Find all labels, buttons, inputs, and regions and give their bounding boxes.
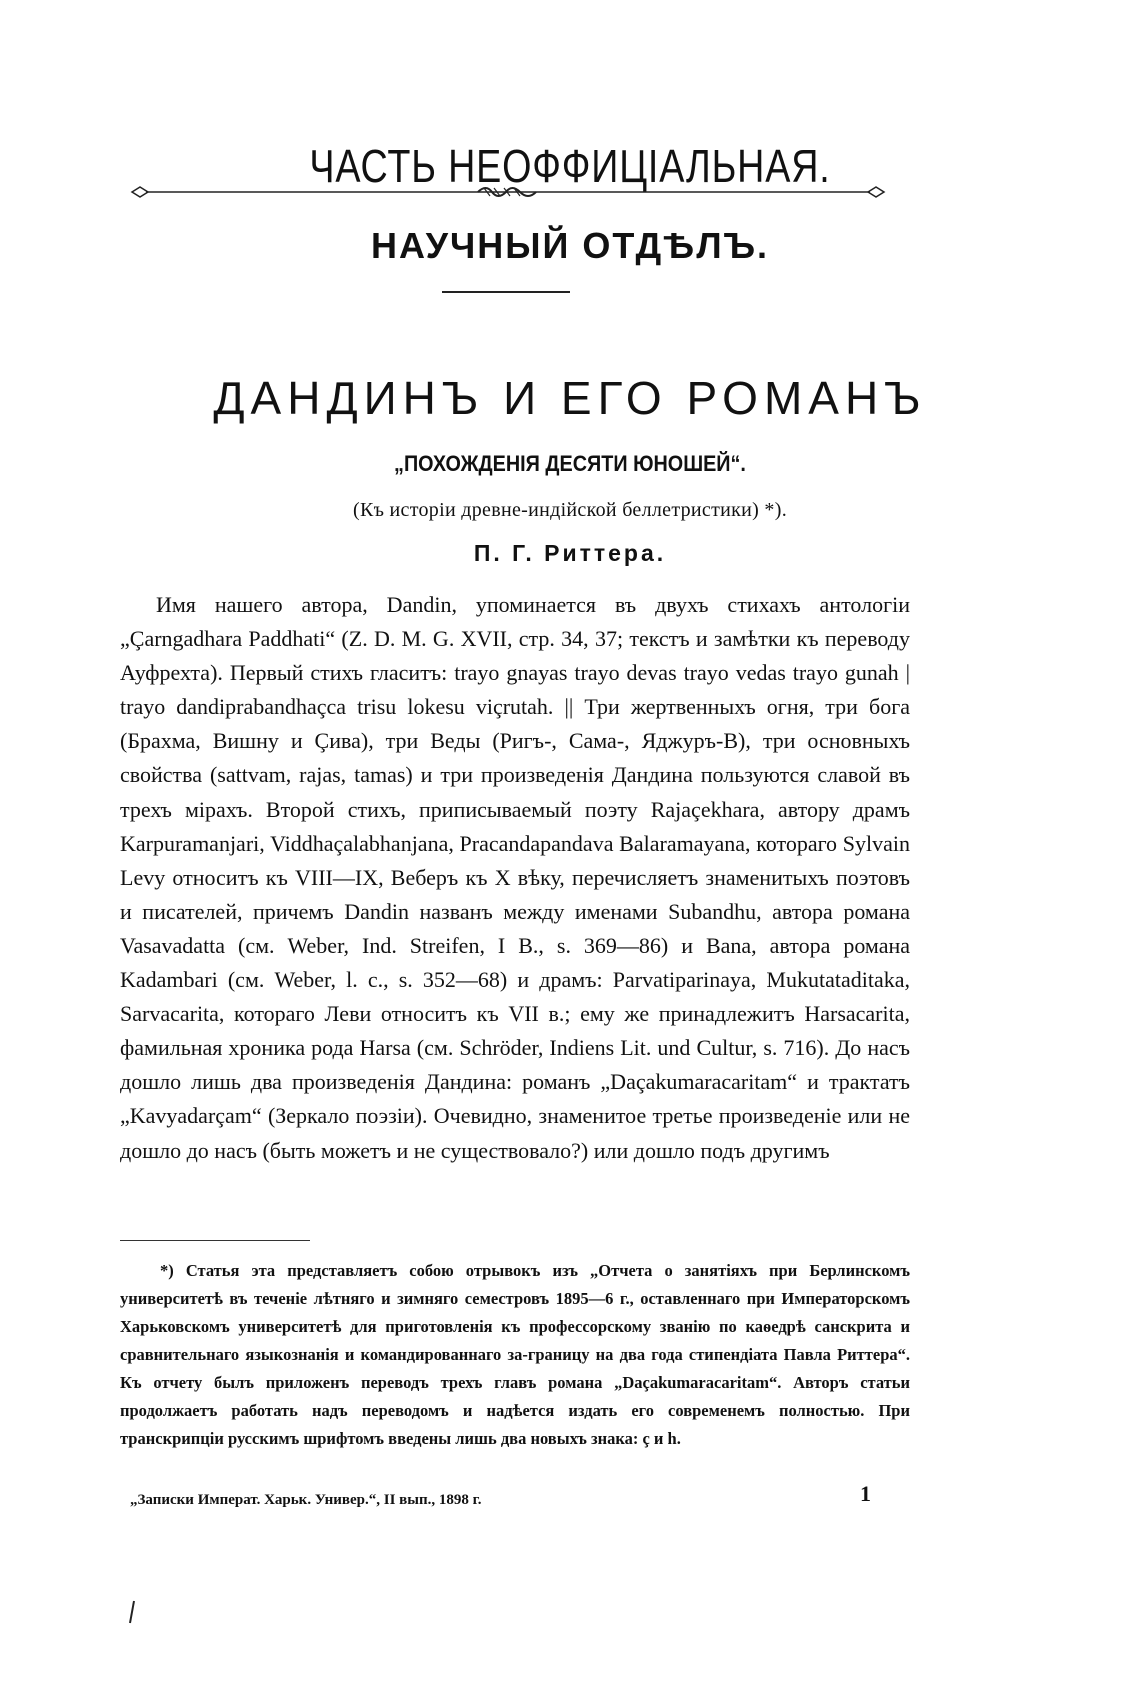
footnote-divider [120,1240,310,1241]
journal-reference: „Записки Императ. Харьк. Универ.“, II вып., 1898 г. [130,1492,482,1508]
article-author: П. Г. Риттера. [473,540,667,566]
page-footer [120,1481,910,1512]
section-title: НАУЧНЫЙ ОТДѢЛЪ. [370,225,770,266]
section-divider [442,291,570,293]
footnote: *) Статья эта представляетъ собою отрывокъ изъ „Отчета о занятіяхъ при Берлинскомъ университетѣ въ теченіе лѣтняго и зимняго семестровъ 1895—6 г., оставленнаго при Императорскомъ Харьковскомъ университетѣ для приготовленія къ профессорскому званію по каѳедрѣ санскрита и сравнительнаго языкознанія и командированнаго за-границу на два года стипендіата Павла Риттера“. Къ отчету былъ приложенъ переводъ трехъ главъ романа „Daçakumaracaritam“. Авторъ статьи продолжаетъ работать надъ переводомъ и надѣется издать его современемъ полностью. При транскрипціи русскимъ шрифтомъ введены лишь два новыхъ знака: ç и h. [120,1261,910,1448]
article-note: (Къ исторіи древне-индійской беллетристики) *). [353,499,787,521]
part-title: ЧАСТЬ НЕОФФИЦІАЛЬНАЯ. [309,140,831,192]
page-number: 1 [860,1481,871,1506]
scan-mark [128,1600,136,1624]
article-title: ДАНДИНЪ И ЕГО РОМАНЪ [213,372,927,424]
article-subtitle: „ПОХОЖДЕНІЯ ДЕСЯТИ ЮНОШЕЙ“. [394,451,746,476]
ornament-rule [128,182,888,202]
body-paragraph: Имя нашего автора, Dandin, упоминается въ двухъ стихахъ антологіи „Çarngadhara Paddhati“ (Z. D. M. G. XVII, стр. 34, 37; текстъ и замѣтки къ переводу Ауфрехта). Первый стихъ гласитъ: trayo gnayas trayo devas trayo vedas trayo gunah | trayo dandiprabandhaçca trisu lokesu viçrutah. || Три жертвенныхъ огня, три бога (Брахма, Вишну и Çива), три Веды (Ригъ-, Сама-, Яджуръ-В), три основныхъ свойства (sattvam, rajas, tamas) и три произведенія Дандина пользуются славой въ трехъ мірахъ. Второй стихъ, приписываемый поэту Rajaçekhara, автору драмъ Karpuramanjari, Viddhaçalabhanjana, Pracandapandava Balaramayana, котораго Sylvain Levy относитъ къ VIII—IX, Веберъ къ X вѣку, перечисляетъ знаменитыхъ поэтовъ и писателей, причемъ Dandin названъ между именами Subandhu, автора романа Vasavadatta (см. Weber, Ind. Streifen, I B., s. 369—86) и Bana, автора романа Kadambari (см. Weber, l. c., s. 352—68) и драмъ: Parvatiparinaya, Mukutataditaka, Sarvacarita, котораго Леви относитъ къ VII в.; ему же принадлежитъ Harsacarita, фамильная хроника рода Harsa (см. Schröder, Indiens Lit. und Cultur, s. 716). До насъ дошло лишь два произведенія Дандина: романъ „Daçakumaracaritam“ и трактатъ „Kavyadarçam“ (Зеркало поэзіи). Очевидно, знаменитое третье произведеніе или не дошло до насъ (быть можетъ и не существовало?) или дошло подъ другимъ [120,592,910,1163]
